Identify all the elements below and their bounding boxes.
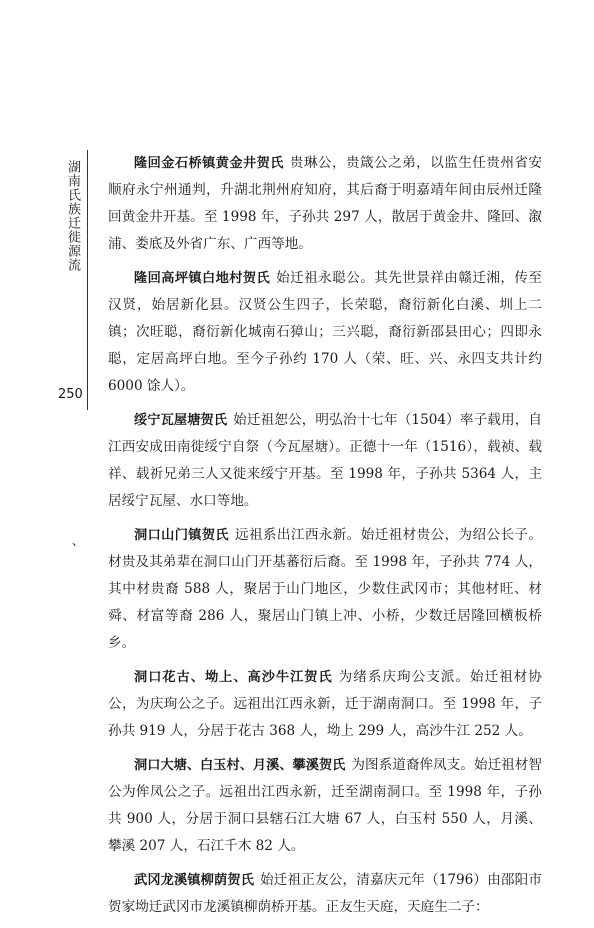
entry-text: 远祖系出江西永新。始迁祖材贵公，为绍公长子。材贵及其弟辈在洞口山门开基蕃衍后裔。至 1998 年，子孙共 774 人，其中材贵裔 588 人，聚居于山门地区，少数住武冈市；其他材旺、材舜、材富等裔 286 人，聚居山门镇上冲、小桥，少数迁居隆回横板桥乡。 <box>108 527 542 651</box>
entry-heading: 洞口花古、坳上、高沙牛江贺氏 <box>134 670 333 685</box>
entry-paragraph <box>108 265 542 400</box>
entry-text: 为绪系庆珣公支派。始迁祖材协公，为庆珣公之子。远祖出江西永新，迁于湖南洞口。至 1998 年，子孙共 919 人，分居于花古 368 人，坳上 299 人，高沙牛江 252 人。 <box>108 669 542 739</box>
book-title: 湖南氏族迁徙源流 <box>65 160 80 272</box>
entry-text: 始迁祖永聪公。其先世景祥由赣迁湘，传至汉贤，始居新化县。汉贤公生四子，长荣聪，裔衍新化白溪、圳上二镇；次旺聪，裔衍新化城南石獐山；三兴聪，裔衍新邵县田心；四即永聪，定居高坪白地。至今子孙约 170 人（荣、旺、兴、永四支共计约 6000 馀人）。 <box>108 270 543 394</box>
entry-paragraph <box>108 150 542 258</box>
entry-paragraph <box>108 867 542 921</box>
entry-heading: 洞口大塘、白玉村、月溪、攀溪贺氏 <box>134 758 346 773</box>
entry-paragraph <box>108 752 542 860</box>
entry-text: 始迁祖正友公，清嘉庆元年（1796）由邵阳市贺家坳迁武冈市龙溪镇柳荫桥开基。正友生天庭，天庭生二子： <box>108 872 543 915</box>
entry-text: 为图系道裔侔凤支。始迁祖材智公为侔凤公之子。远祖出江西永新，迁至湖南洞口。至 1998 年，子孙共 900 人，分居于洞口县辖石江大塘 67 人，白玉村 550 人，月溪、攀溪 207 人，石江千木 82 人。 <box>108 757 543 854</box>
entry-heading: 隆回金石桥镇黄金井贺氏 <box>134 156 284 171</box>
page-number: 250 <box>58 387 83 402</box>
margin-mark: 、 <box>72 534 85 548</box>
entry-heading: 洞口山门镇贺氏 <box>134 528 229 543</box>
entry-paragraph <box>108 664 542 745</box>
entry-paragraph <box>108 407 542 515</box>
entry-heading: 绥宁瓦屋塘贺氏 <box>134 413 228 428</box>
entry-paragraph <box>108 522 542 657</box>
margin-rule <box>87 150 88 410</box>
entry-heading: 武冈龙溪镇柳荫贺氏 <box>134 873 255 888</box>
entry-text: 贵琳公，贵箴公之弟，以监生任贵州省安顺府永宁州通判，升湖北荆州府知府，其后裔于明嘉靖年间由辰州迁隆回黄金井开基。至 1998 年，子孙共 297 人，散居于黄金井、隆回、溆浦、娄底及外省广东、广西等地。 <box>108 155 542 252</box>
entry-text: 始迁祖恕公，明弘治十七年（1504）率子载用，自江西安成田南徙绥宁自祭（今瓦屋塘）。正德十一年（1516），载祯、载祥、载祈兄弟三人又徙来绥宁开基。至 1998 年，子孙共 5364 人，主居绥宁瓦屋、水口等地。 <box>108 412 543 509</box>
main-text <box>108 150 542 928</box>
entry-heading: 隆回高坪镇白地村贺氏 <box>134 271 271 286</box>
